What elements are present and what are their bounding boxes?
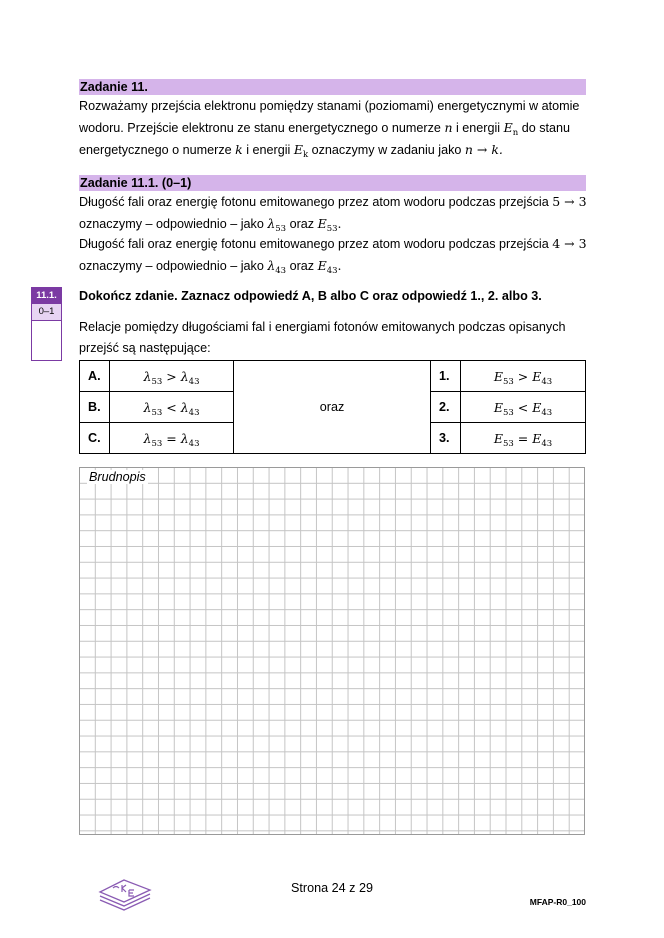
option-a-relation[interactable]: $\lambda_{53} > \lambda_{43}$ — [110, 361, 234, 392]
instruction: Dokończ zdanie. Zaznacz odpowiedź A, B albo C oraz odpowiedź 1., 2. albo 3. — [79, 289, 542, 303]
option-b[interactable]: B. — [80, 392, 110, 423]
page-number: Strona 24 z 29 — [291, 881, 373, 895]
option-1[interactable]: 1. — [431, 361, 461, 392]
option-c-relation[interactable]: $\lambda_{53} = \lambda_{43}$ — [110, 423, 234, 454]
subtask-para-1: Długość fali oraz energię fotonu emitowanego przez atom wodoru podczas przejścia 5 → 3 oznaczymy – odpowiednio – jako $\lambda_{53}$ oraz $E_{53}$. — [79, 194, 587, 234]
option-1-relation[interactable]: $E_{53} > E_{43}$ — [461, 361, 586, 392]
score-box-field[interactable] — [31, 320, 62, 361]
draft-label: Brudnopis — [89, 470, 146, 484]
option-2-relation[interactable]: $E_{53} < E_{43}$ — [461, 392, 586, 423]
score-box-number: 11.1. — [31, 287, 62, 304]
task-intro: Rozważamy przejścia elektronu pomiędzy stanami (poziomami) energetycznymi w atomie wodoru. Przejście elektronu ze stanu energetycznego o numerze n i energii $E_n$ do stanu energetycznego o numerze k i energii $E_k$ oznaczymy w zadaniu jako n → k. — [79, 99, 580, 160]
subtask-heading: Zadanie 11.1. (0–1) — [79, 175, 586, 191]
score-box-points: 0–1 — [31, 304, 62, 320]
table-middle: oraz — [234, 361, 431, 454]
option-3[interactable]: 3. — [431, 423, 461, 454]
option-a[interactable]: A. — [80, 361, 110, 392]
score-box — [31, 287, 62, 361]
subtask-para-2: Długość fali oraz energię fotonu emitowanego przez atom wodoru podczas przejścia 4 → 3 oznaczymy – odpowiednio – jako $\lambda_{43}$ oraz $E_{43}$. — [79, 236, 587, 276]
exam-code: MFAP-R0_100 — [529, 897, 586, 907]
option-c[interactable]: C. — [80, 423, 110, 454]
option-b-relation[interactable]: $\lambda_{53} < \lambda_{43}$ — [110, 392, 234, 423]
option-3-relation[interactable]: $E_{53} = E_{43}$ — [461, 423, 586, 454]
draft-grid[interactable] — [79, 467, 585, 835]
answer-table — [79, 360, 586, 454]
question-stem: Relacje pomiędzy długościami fal i energiami fotonów emitowanych podczas opisanych przejść są następujące: — [79, 320, 566, 355]
option-2[interactable]: 2. — [431, 392, 461, 423]
task-heading: Zadanie 11. — [79, 79, 586, 95]
table-row — [80, 361, 586, 392]
